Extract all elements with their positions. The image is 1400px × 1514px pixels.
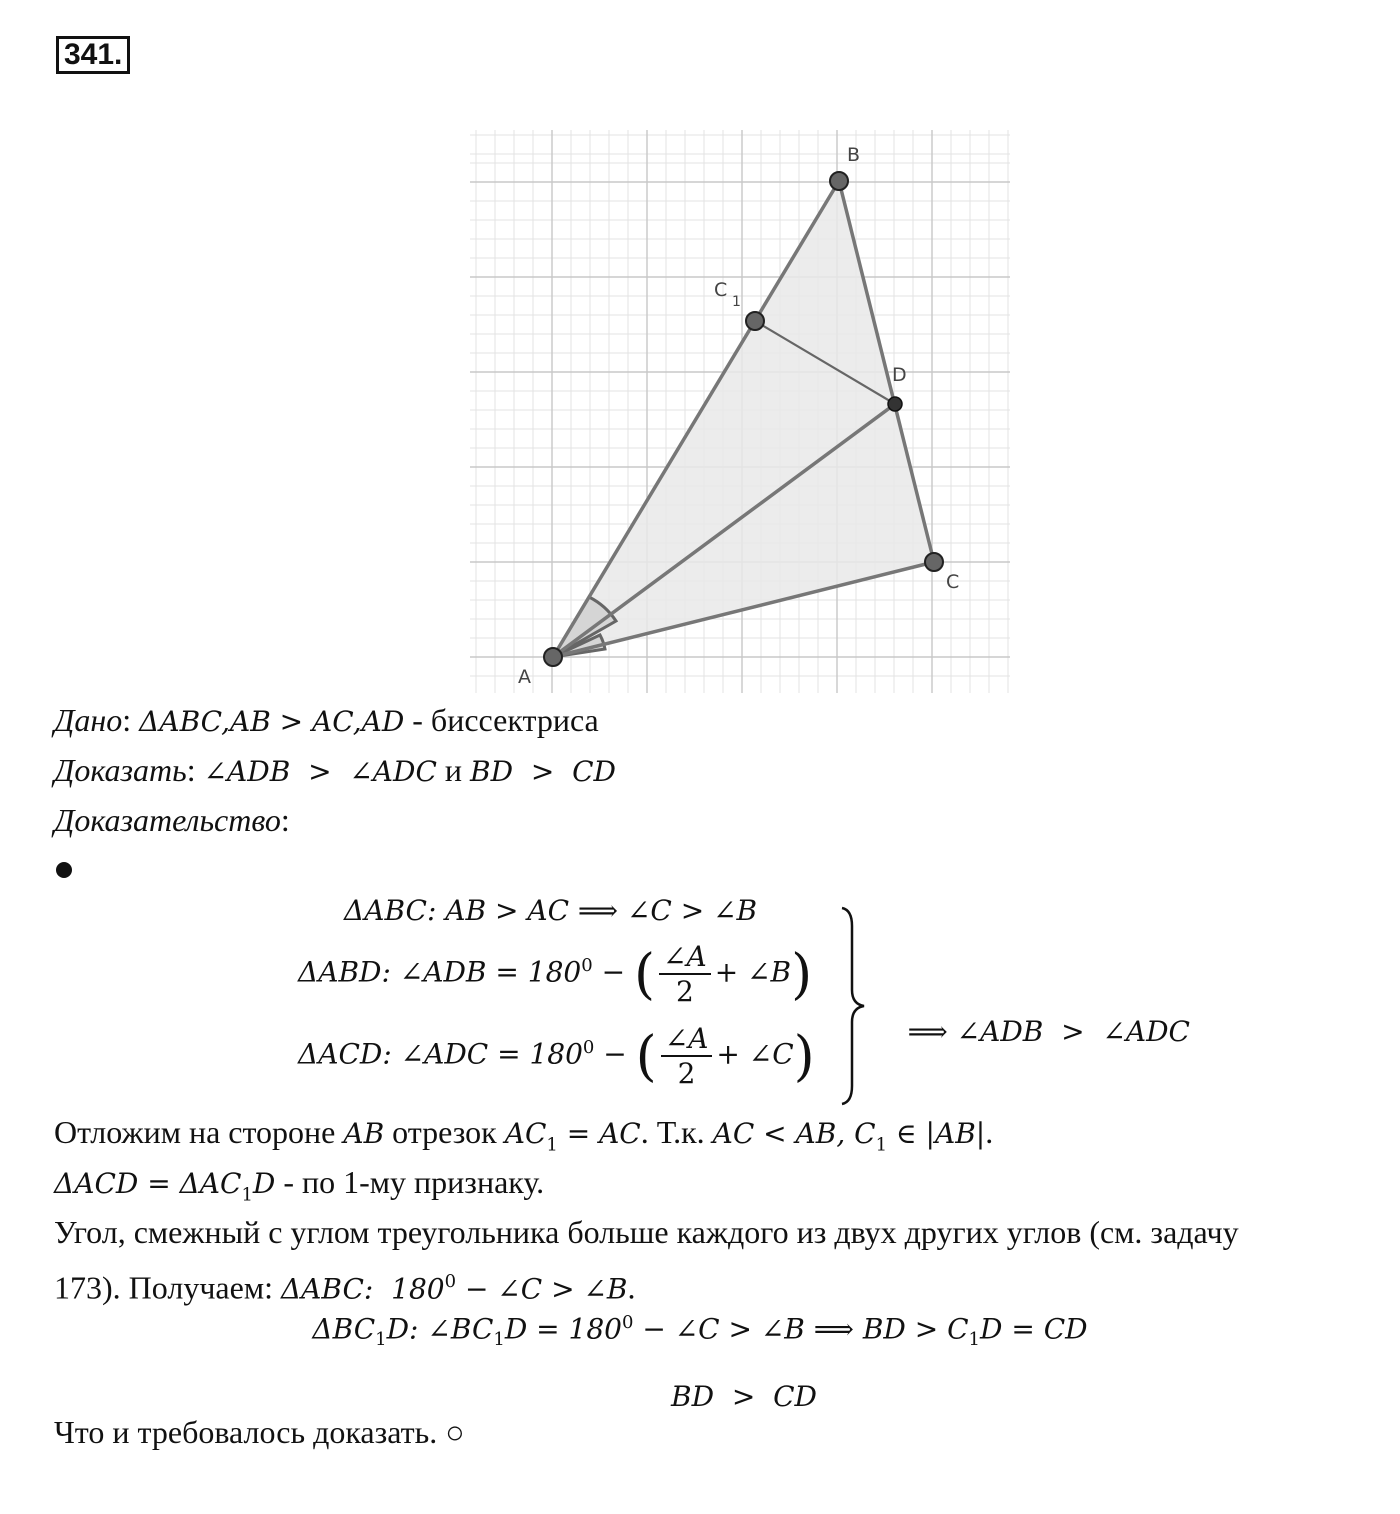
bullet (56, 862, 72, 878)
triangle-figure (470, 130, 1015, 695)
label-b: B (847, 144, 861, 166)
system-row-1: ΔABC: AB > AC ⟹ ∠C > ∠B (344, 894, 758, 927)
theorem-line: Угол, смежный с углом треугольника больше каждого из двух других углов (см. задачу (54, 1214, 1239, 1250)
point-b (830, 172, 848, 190)
prove-math-2: BD > CD (470, 755, 616, 788)
congruence-line: $\Delta ACD = \Delta AC_1D$ - по 1-му признаку. (54, 1164, 545, 1206)
system-row-2: ΔABD: ∠ADB = $180^0$ − ( $\frac{\angle A}{2}$ + ∠B) (298, 940, 813, 1008)
point-c1 (746, 312, 764, 330)
point-a (544, 648, 562, 666)
label-d: D (892, 364, 907, 386)
label-c: C (946, 571, 960, 593)
given-math: ΔABC,AB > AC,AD (139, 705, 405, 738)
right-brace (838, 906, 868, 1106)
conclusion: Что и требовалось доказать. ○ (54, 1414, 465, 1450)
final-inequality: BD > CD (671, 1380, 817, 1413)
system-result: ⟹ ∠ADB > ∠ADC (907, 1015, 1190, 1048)
problem-number: 341. (56, 36, 130, 74)
label-a: A (518, 666, 531, 688)
prove-math-1: ∠ADB > ∠ADC (203, 755, 437, 788)
proof-label: Доказательство (54, 802, 281, 838)
prove-label: Доказать (54, 752, 187, 788)
point-d (888, 397, 902, 411)
bc1d-line: $\Delta BC_1D$: $\angle BC_1D = 180^0$ − ∠C > ∠B ⟹ BD > $C_1D$ = CD (312, 1312, 1088, 1350)
label-c1: C (714, 279, 728, 301)
result-line: 173). Получаем: ΔABC: $180^0$ − ∠C > ∠B. (54, 1269, 636, 1306)
point-c (925, 553, 943, 571)
given-text: - биссектриса (404, 702, 599, 738)
prove-line: Доказать: ∠ADB > ∠ADC и BD > CD (54, 752, 616, 788)
given-label: Дано (54, 702, 123, 738)
construction-line: Отложим на стороне AB отрезок $AC_1$ = AC. Т.к. AC < AB, $C_1$ ∈ |AB|. (54, 1114, 994, 1156)
given-line: Дано: ΔABC,AB > AC,AD - биссектриса (54, 702, 599, 738)
equation-system (290, 892, 1190, 1102)
label-c1-sub: 1 (732, 294, 741, 310)
proof-line: Доказательство: (54, 802, 290, 838)
system-row-3: ΔACD: ∠ADC = $180^0$ − ( $\frac{\angle A}{2}$ + ∠C) (298, 1022, 815, 1090)
